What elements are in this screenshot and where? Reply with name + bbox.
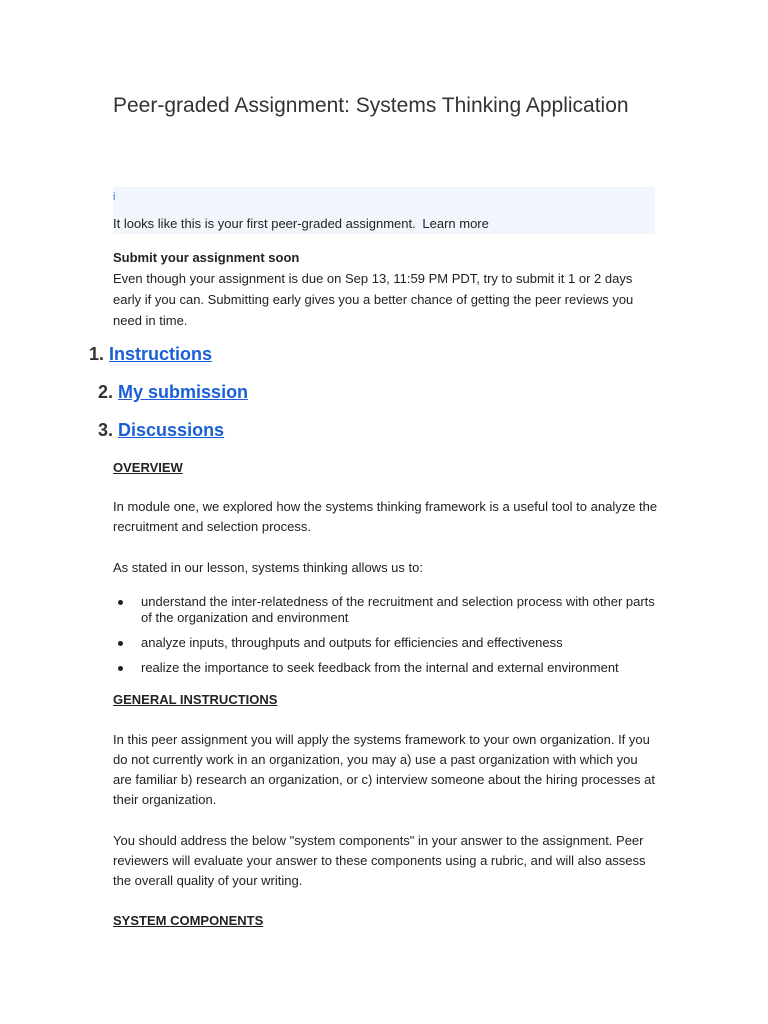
list-item	[113, 635, 658, 651]
system-components-heading: SYSTEM COMPONENTS	[113, 913, 264, 928]
discussions-link[interactable]: Discussions	[118, 420, 225, 440]
general-instructions-paragraph: In this peer assignment you will apply the systems framework to your own organization. If you do not currently work in an organization, you may a) use a past organization with which you are familiar b) research an organization, or c) interview someone about the hiring processes at their organization.	[113, 732, 655, 807]
submit-soon-heading: Submit your assignment soon	[113, 250, 300, 265]
first-assignment-banner	[113, 187, 655, 234]
overview-heading: OVERVIEW	[113, 460, 183, 475]
list-item-text: understand the inter-relatedness of the recruitment and selection process with other parts of the organization and environment	[141, 594, 655, 625]
nav-item-my-submission	[98, 380, 248, 404]
instructions-link[interactable]: Instructions	[109, 344, 213, 364]
bullet-icon	[118, 600, 123, 605]
bullet-icon	[118, 641, 123, 646]
info-icon: i	[113, 191, 116, 203]
my-submission-link[interactable]: My submission	[118, 382, 249, 402]
bullet-icon	[118, 666, 123, 671]
submit-soon-body: Even though your assignment is due on Sep 13, 11:59 PM PDT, try to submit it 1 or 2 days early if you can. Submitting early gives you a better chance of getting the peer reviews you need in time.	[113, 271, 634, 328]
list-item	[113, 660, 658, 676]
list-item-text: analyze inputs, throughputs and outputs for efficiencies and effectiveness	[141, 635, 563, 650]
nav-item-discussions	[98, 418, 224, 442]
overview-paragraph: In module one, we explored how the systems thinking framework is a useful tool to analyze the recruitment and selection process.	[113, 499, 658, 534]
nav-item-instructions	[89, 342, 212, 366]
banner-message: It looks like this is your first peer-graded assignment.	[113, 216, 416, 231]
general-instructions-paragraph-2: You should address the below "system components" in your answer to the assignment. Peer reviewers will evaluate your answer to these components using a rubric, and will also assess the overall quality of your writing.	[113, 833, 646, 888]
nav-number: 2.	[98, 382, 114, 402]
nav-number: 3.	[98, 420, 114, 440]
learn-more-link[interactable]: Learn more	[422, 216, 489, 231]
nav-number: 1.	[89, 344, 105, 364]
general-instructions-heading: GENERAL INSTRUCTIONS	[113, 692, 278, 707]
overview-lead-in: As stated in our lesson, systems thinking allows us to:	[113, 560, 423, 575]
list-item-text: realize the importance to seek feedback from the internal and external environment	[141, 660, 619, 675]
banner-text-row	[113, 216, 489, 232]
systems-thinking-list	[113, 594, 658, 685]
list-item	[113, 594, 658, 626]
page-title: Peer-graded Assignment: Systems Thinking Application	[113, 94, 629, 117]
